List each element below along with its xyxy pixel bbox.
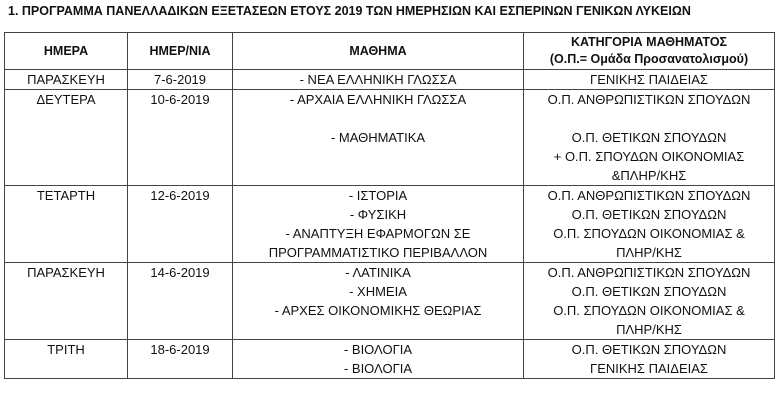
table-body xyxy=(5,70,775,379)
header-category-title: ΚΑΤΗΓΟΡΙΑ ΜΑΘΗΜΑΤΟΣ xyxy=(570,35,728,49)
subject-cell xyxy=(233,340,524,379)
date-cell xyxy=(128,186,233,263)
category-cell xyxy=(524,263,775,340)
subject-item: - ΝΕΑ ΕΛΛΗΝΙΚΗ ΓΛΩΣΣΑ xyxy=(299,72,457,87)
header-subject: ΜΑΘΗΜΑ xyxy=(233,33,524,70)
subject-item: - ΦΥΣΙΚΗ xyxy=(349,207,407,222)
day-cell-text: ΔΕΥΤΕΡΑ xyxy=(36,92,96,107)
subject-item: - ΛΑΤΙΝΙΚΑ xyxy=(345,265,411,280)
subject-cell xyxy=(233,90,524,186)
day-cell xyxy=(5,90,128,186)
header-category xyxy=(524,33,775,70)
spacer xyxy=(524,109,774,128)
day-cell-text: ΤΕΤΑΡΤΗ xyxy=(36,188,96,203)
day-cell-text: ΤΡΙΤΗ xyxy=(47,342,85,357)
category-item: ΠΛΗΡ/ΚΗΣ xyxy=(616,245,682,260)
table-row xyxy=(5,340,775,379)
day-cell-text: ΠΑΡΑΣΚΕΥΗ xyxy=(27,72,105,87)
category-item: Ο.Π. ΘΕΤΙΚΩΝ ΣΠΟΥΔΩΝ xyxy=(571,207,727,222)
category-cell xyxy=(524,70,775,90)
header-date: ΗΜΕΡ/ΝΙΑ xyxy=(128,33,233,70)
day-cell xyxy=(5,340,128,379)
subject-item: - ΑΡΧΕΣ ΟΙΚΟΝΟΜΙΚΗΣ ΘΕΩΡΙΑΣ xyxy=(274,303,482,318)
category-item: Ο.Π. ΑΝΘΡΩΠΙΣΤΙΚΩΝ ΣΠΟΥΔΩΝ xyxy=(547,188,751,203)
table-row xyxy=(5,263,775,340)
category-item: ΠΛΗΡ/ΚΗΣ xyxy=(616,322,682,337)
date-cell-text: 12-6-2019 xyxy=(150,188,210,203)
category-item: ΓΕΝΙΚΗΣ ΠΑΙΔΕΙΑΣ xyxy=(590,72,708,87)
category-item: ΓΕΝΙΚΗΣ ΠΑΙΔΕΙΑΣ xyxy=(590,361,708,376)
day-cell xyxy=(5,263,128,340)
day-cell-text: ΠΑΡΑΣΚΕΥΗ xyxy=(27,265,105,280)
date-cell xyxy=(128,70,233,90)
subject-item: - ΜΑΘΗΜΑΤΙΚΑ xyxy=(330,130,426,145)
date-cell-text: 14-6-2019 xyxy=(150,265,210,280)
date-cell-text: 7-6-2019 xyxy=(153,72,207,87)
category-cell xyxy=(524,340,775,379)
subject-item: - ΙΣΤΟΡΙΑ xyxy=(348,188,408,203)
category-item: Ο.Π. ΑΝΘΡΩΠΙΣΤΙΚΩΝ ΣΠΟΥΔΩΝ xyxy=(547,265,751,280)
day-cell xyxy=(5,186,128,263)
date-cell xyxy=(128,263,233,340)
subject-item: - ΑΡΧΑΙΑ ΕΛΛΗΝΙΚΗ ΓΛΩΣΣΑ xyxy=(289,92,467,107)
category-item: Ο.Π. ΑΝΘΡΩΠΙΣΤΙΚΩΝ ΣΠΟΥΔΩΝ xyxy=(547,92,751,107)
header-category-note: (Ο.Π.= Ομάδα Προσανατολισμού) xyxy=(549,52,749,66)
subject-item: - ΧΗΜΕΙΑ xyxy=(349,284,407,299)
table-header-row xyxy=(5,33,775,70)
date-cell-text: 18-6-2019 xyxy=(150,342,210,357)
subject-cell xyxy=(233,186,524,263)
header-day: ΗΜΕΡΑ xyxy=(5,33,128,70)
date-cell xyxy=(128,90,233,186)
category-item: &ΠΛΗΡ/ΚΗΣ xyxy=(611,168,687,183)
subject-item: - ΑΝΑΠΤΥΞΗ ΕΦΑΡΜΟΓΩΝ ΣΕ xyxy=(285,226,471,241)
category-item: Ο.Π. ΘΕΤΙΚΩΝ ΣΠΟΥΔΩΝ xyxy=(571,284,727,299)
date-cell xyxy=(128,340,233,379)
subject-item: ΠΡΟΓΡΑΜΜΑΤΙΣΤΙΚΟ ΠΕΡΙΒΑΛΛΟΝ xyxy=(268,245,488,260)
subject-cell xyxy=(233,263,524,340)
date-cell-text: 10-6-2019 xyxy=(150,92,210,107)
subject-cell xyxy=(233,70,524,90)
category-cell xyxy=(524,90,775,186)
subject-item: - ΒΙΟΛΟΓΙΑ xyxy=(343,342,413,357)
category-item: Ο.Π. ΘΕΤΙΚΩΝ ΣΠΟΥΔΩΝ xyxy=(571,342,727,357)
table-row xyxy=(5,70,775,90)
category-item: + Ο.Π. ΣΠΟΥΔΩΝ ΟΙΚΟΝΟΜΙΑΣ xyxy=(553,149,745,164)
category-item: Ο.Π. ΣΠΟΥΔΩΝ ΟΙΚΟΝΟΜΙΑΣ & xyxy=(553,303,745,318)
category-item: Ο.Π. ΘΕΤΙΚΩΝ ΣΠΟΥΔΩΝ xyxy=(571,130,727,145)
table-row xyxy=(5,90,775,186)
document-title: 1. ΠΡΟΓΡΑΜΜΑ ΠΑΝΕΛΛΑΔΙΚΩΝ ΕΞΕΤΑΣΕΩΝ ΕΤΟΥΣ 2019 ΤΩΝ ΗΜΕΡΗΣΙΩΝ ΚΑΙ ΕΣΠΕΡΙΝΩΝ ΓΕΝΙΚΩΝ ΛΥΚΕΙΩΝ xyxy=(8,4,691,18)
subject-item: - ΒΙΟΛΟΓΙΑ xyxy=(343,361,413,376)
category-cell xyxy=(524,186,775,263)
day-cell xyxy=(5,70,128,90)
exam-schedule-table xyxy=(4,32,775,379)
table-row xyxy=(5,186,775,263)
spacer xyxy=(233,109,523,128)
category-item: Ο.Π. ΣΠΟΥΔΩΝ ΟΙΚΟΝΟΜΙΑΣ & xyxy=(553,226,745,241)
